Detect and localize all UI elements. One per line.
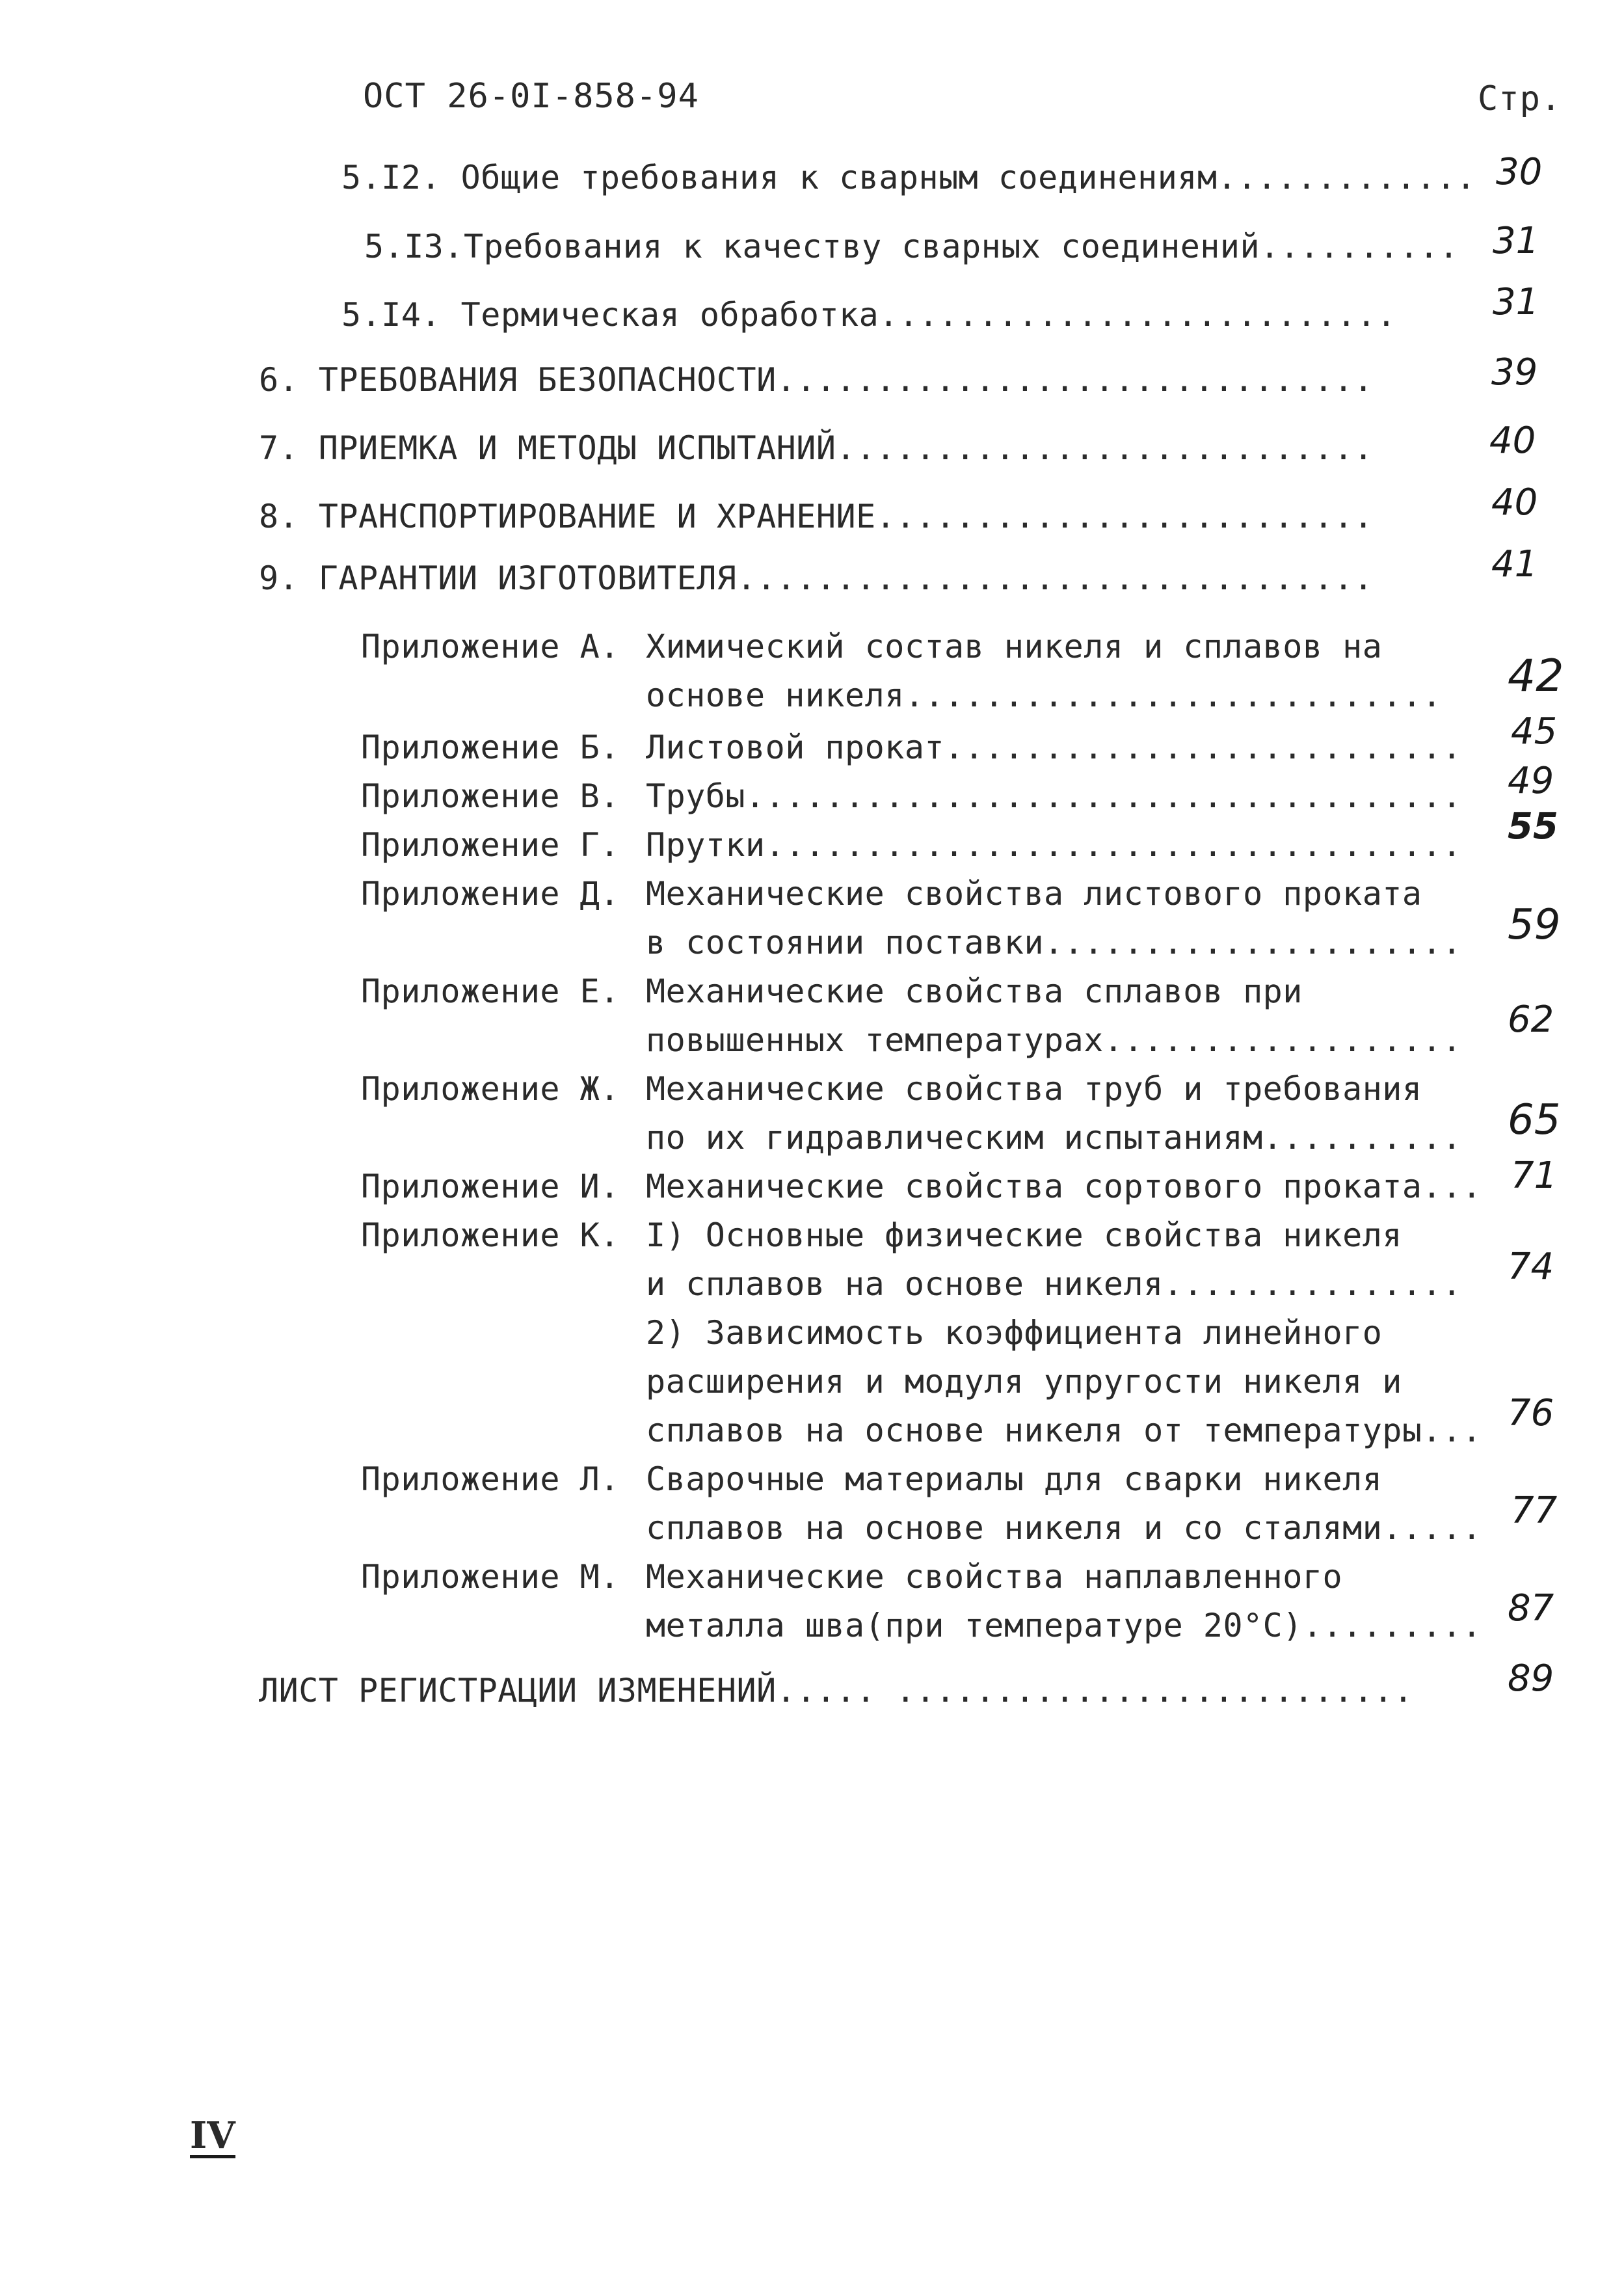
appendix-text-l-line2: сплавов на основе никеля и со сталями.....	[646, 1509, 1482, 1547]
appendix-text-g-line1: Прутки...................................	[646, 826, 1462, 864]
appendix-text-k2-line1: 2) Зависимость коэффициента линейного	[646, 1314, 1383, 1352]
appendix-page-g: 55	[1508, 805, 1558, 848]
appendix-label-b: Приложение Б.	[361, 729, 620, 766]
appendix-text-k2-line2: расширения и модуля упругости никеля и	[646, 1363, 1402, 1400]
toc-entry-section-7: 7. ПРИЕМКА И МЕТОДЫ ИСПЫТАНИЙ...........................	[259, 429, 1374, 467]
appendix-text-zh-line2: по их гидравлическим испытаниям..........	[646, 1119, 1462, 1157]
page-column-label: Стр.	[1478, 79, 1562, 118]
appendix-label-d: Приложение Д.	[361, 875, 620, 913]
toc-page-section-6: 39	[1491, 351, 1538, 394]
appendix-text-v-line1: Трубы....................................	[646, 777, 1462, 815]
appendix-page-d: 59	[1508, 901, 1561, 949]
appendix-text-m-line1: Механические свойства наплавленного	[646, 1558, 1343, 1596]
appendix-label-l: Приложение Л.	[361, 1460, 620, 1498]
appendix-label-zh: Приложение Ж.	[361, 1070, 620, 1108]
appendix-text-d-line1: Механические свойства листового проката	[646, 875, 1422, 913]
toc-entry-5-13: 5.I3.Требования к качеству сварных соединений..........	[364, 228, 1459, 265]
appendix-page-zh: 65	[1508, 1096, 1561, 1144]
appendix-text-k1-line2: и сплавов на основе никеля...............	[646, 1265, 1462, 1303]
roman-page-number: IV	[190, 2114, 235, 2157]
appendix-page-a: 42	[1508, 650, 1564, 702]
toc-entry-5-14: 5.I4. Термическая обработка..........................	[341, 296, 1396, 334]
toc-page-change-registry: 89	[1508, 1657, 1554, 1700]
document-code: ОСТ 26-0I-858-94	[363, 77, 699, 116]
toc-entry-5-12: 5.I2. Общие требования к сварным соединениям.............	[341, 159, 1476, 196]
appendix-page-b: 45	[1511, 710, 1558, 753]
appendix-page-i: 71	[1511, 1155, 1558, 1197]
appendix-text-zh-line1: Механические свойства труб и требования	[646, 1070, 1422, 1108]
appendix-page-e: 62	[1508, 998, 1554, 1041]
appendix-label-i: Приложение И.	[361, 1168, 620, 1205]
toc-page-section-8: 40	[1491, 481, 1538, 524]
appendix-text-k1-line1: I) Основные физические свойства никеля	[646, 1216, 1402, 1254]
toc-page-5-12: 30	[1496, 151, 1543, 193]
appendix-page-m: 87	[1508, 1587, 1554, 1629]
appendix-text-e-line2: повышенных температурах..................	[646, 1021, 1462, 1059]
toc-page-5-14: 31	[1493, 281, 1539, 323]
toc-entry-change-registry: ЛИСТ РЕГИСТРАЦИИ ИЗМЕНЕНИЙ..... ..........................	[259, 1672, 1413, 1709]
appendix-text-d-line2: в состоянии поставки.....................	[646, 924, 1462, 961]
appendix-text-m-line2: металла шва(при температуре 20°C).........	[646, 1607, 1482, 1644]
appendix-label-g: Приложение Г.	[361, 826, 620, 864]
appendix-page-v: 49	[1508, 760, 1554, 802]
appendix-label-a: Приложение А.	[361, 628, 620, 665]
toc-entry-section-9: 9. ГАРАНТИИ ИЗГОТОВИТЕЛЯ................................	[259, 559, 1374, 597]
appendix-text-e-line1: Механические свойства сплавов при	[646, 972, 1303, 1010]
appendix-text-i-line1: Механические свойства сортового проката...	[646, 1168, 1482, 1205]
appendix-page-k1: 74	[1508, 1246, 1554, 1288]
appendix-text-a-line2: основе никеля...........................	[646, 677, 1443, 714]
toc-entry-section-8: 8. ТРАНСПОРТИРОВАНИЕ И ХРАНЕНИЕ.........................	[259, 498, 1374, 535]
appendix-label-m: Приложение М.	[361, 1558, 620, 1596]
toc-page-section-9: 41	[1491, 543, 1538, 585]
appendix-page-l: 77	[1511, 1490, 1558, 1532]
appendix-text-a-line1: Химический состав никеля и сплавов на	[646, 628, 1383, 665]
toc-page-section-7: 40	[1489, 420, 1536, 462]
appendix-label-v: Приложение В.	[361, 777, 620, 815]
toc-page-5-13: 31	[1493, 220, 1539, 262]
appendix-text-b-line1: Листовой прокат..........................	[646, 729, 1462, 766]
toc-entry-section-6: 6. ТРЕБОВАНИЯ БЕЗОПАСНОСТИ..............................	[259, 361, 1374, 399]
appendix-label-e: Приложение Е.	[361, 972, 620, 1010]
appendix-label-k: Приложение К.	[361, 1216, 620, 1254]
appendix-text-l-line1: Сварочные материалы для сварки никеля	[646, 1460, 1383, 1498]
appendix-text-k2-line3: сплавов на основе никеля от температуры...	[646, 1412, 1482, 1449]
appendix-page-k2: 76	[1508, 1392, 1554, 1434]
